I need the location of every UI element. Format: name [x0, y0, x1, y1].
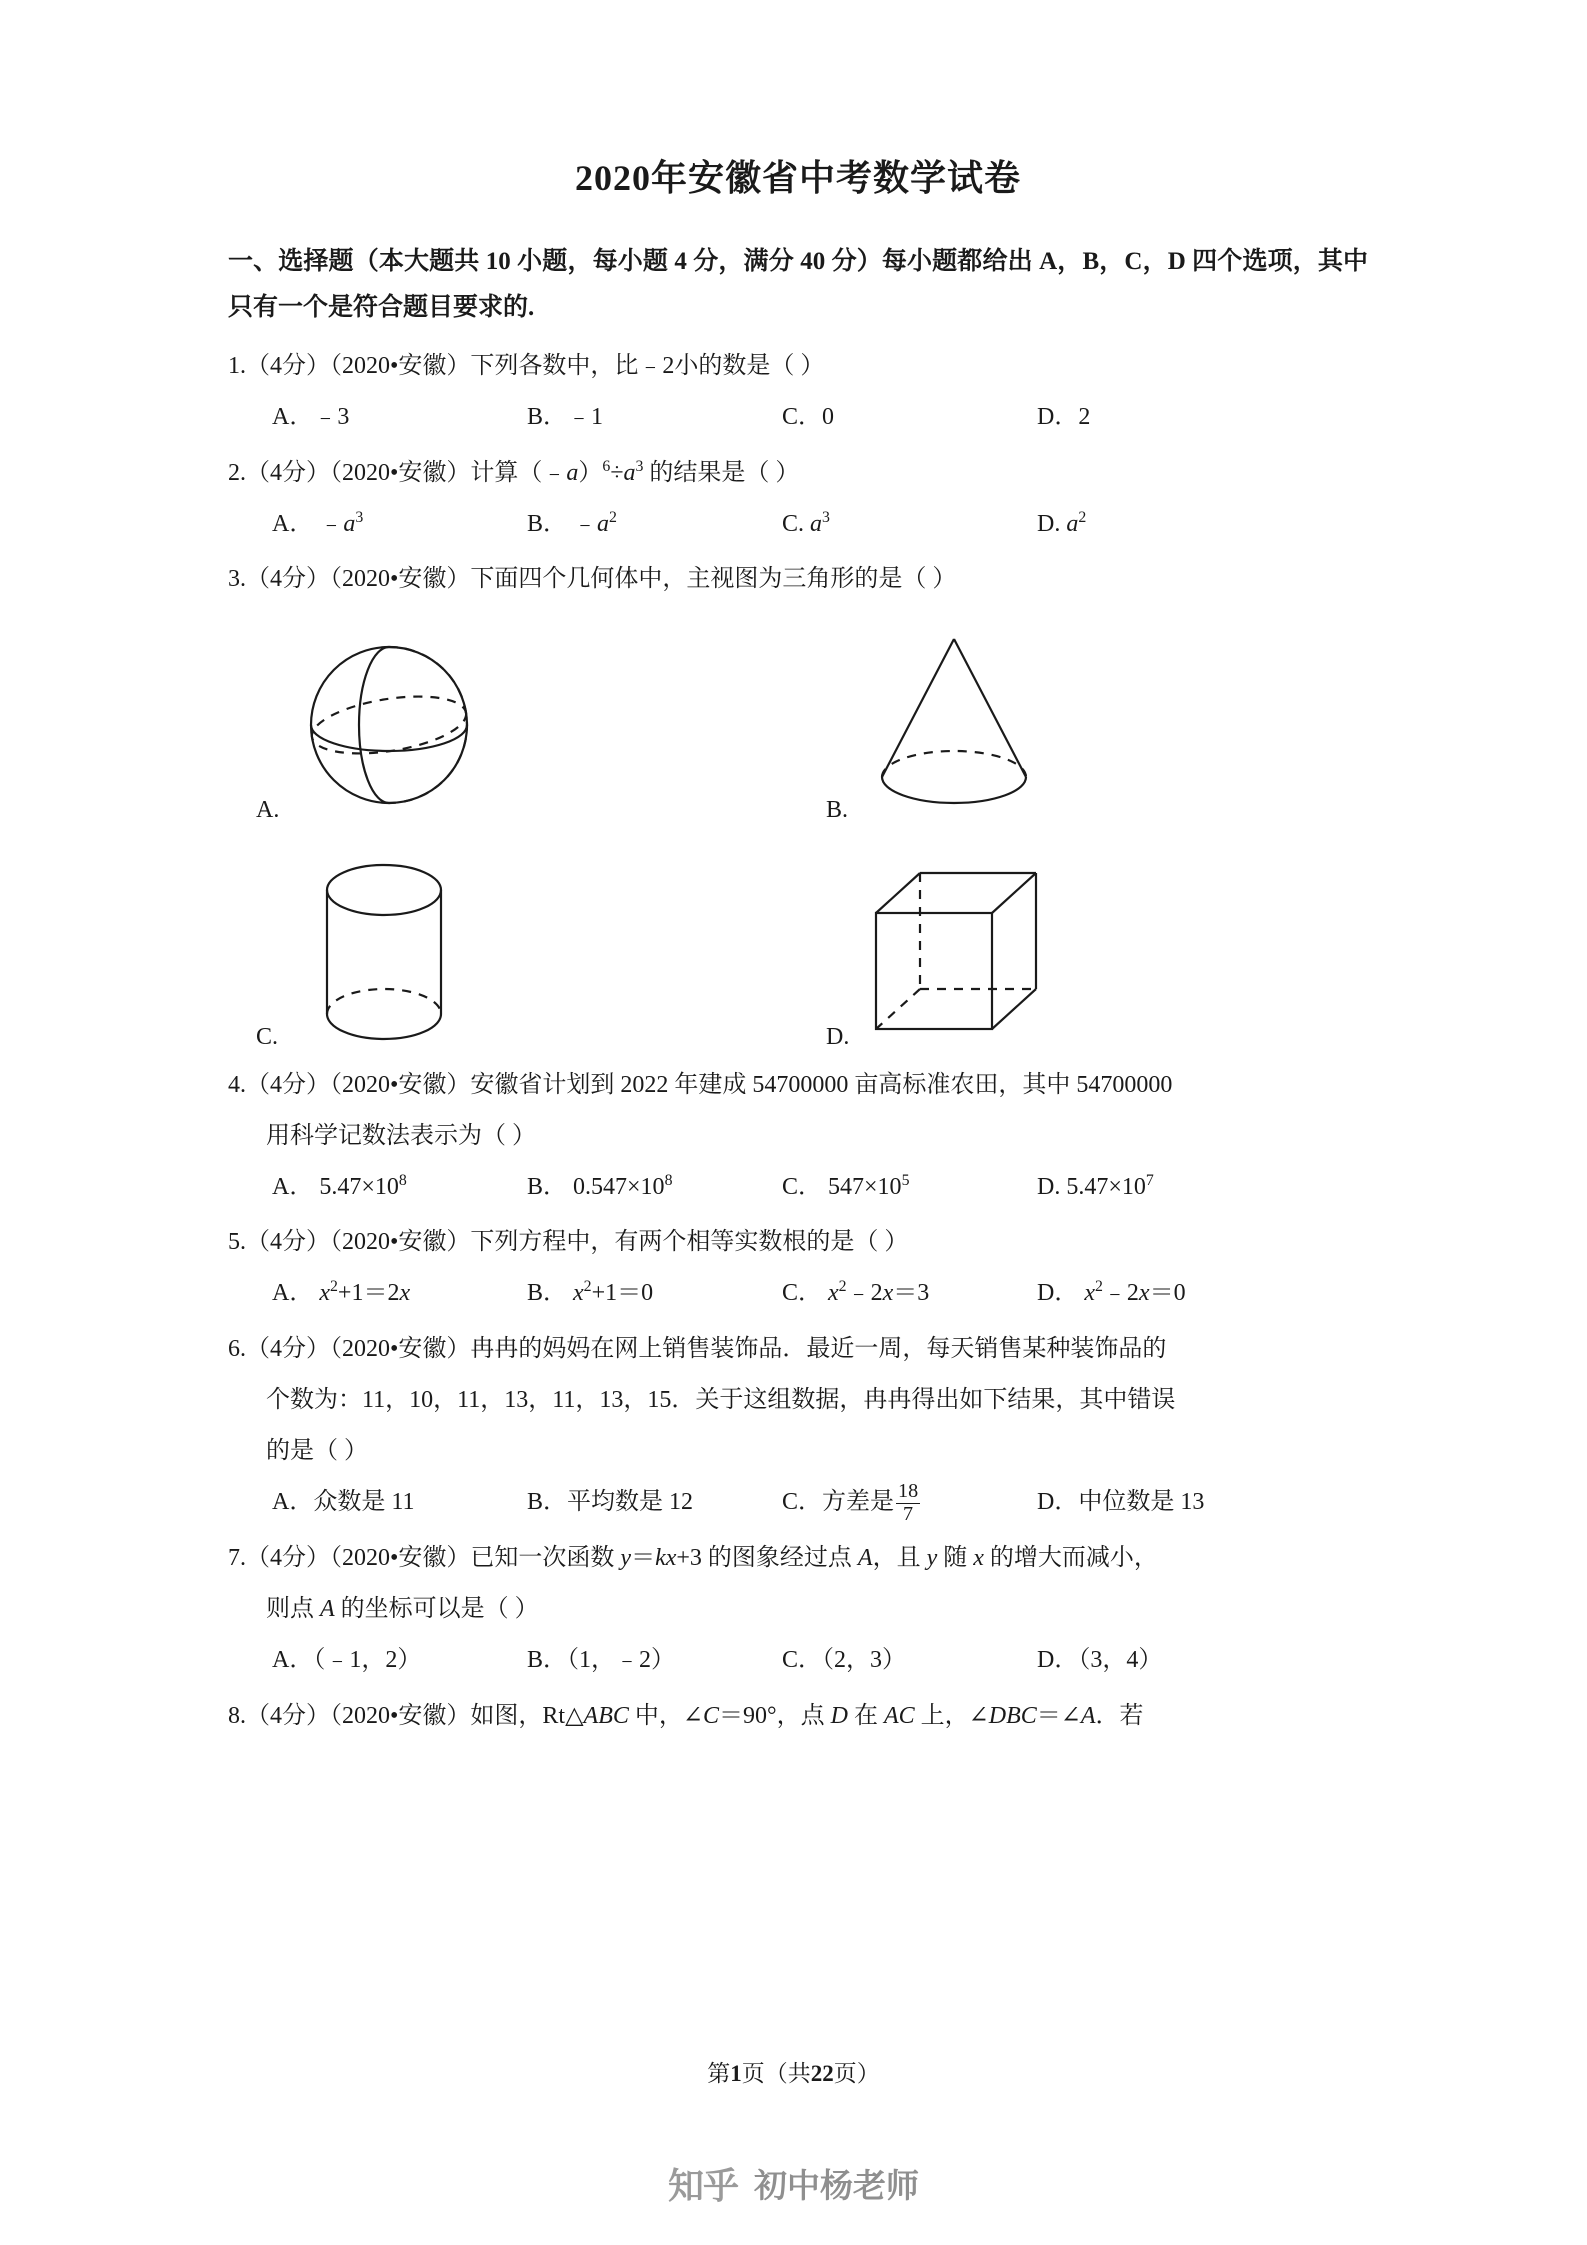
stem-part: 如图，Rt△ [470, 1702, 584, 1729]
option-text: 2 [1078, 404, 1091, 431]
variable-a: a [623, 459, 636, 486]
option-label: B． [527, 510, 568, 537]
question-4-options [228, 1165, 1368, 1211]
variable-a: a [810, 510, 823, 537]
option-c[interactable] [782, 502, 1037, 548]
option-mantissa: 0.547 [573, 1173, 628, 1200]
segment-ac: AC [883, 1702, 915, 1729]
option-c[interactable]: C． $x^2﹣2x=3$ [782, 1278, 930, 1307]
equals-sign: ＝ [631, 1544, 656, 1571]
option-label: A． [272, 510, 314, 537]
question-number: 5. [228, 1229, 246, 1256]
zhihu-logo-icon: 知乎 [667, 2165, 738, 2206]
option-d[interactable] [1037, 1480, 1277, 1526]
question-3 [228, 557, 1368, 602]
option-text: 中位数是 13 [1078, 1489, 1205, 1516]
exponent: 6 [602, 457, 611, 475]
option-label: D. [1037, 510, 1061, 537]
vertex-c: C [702, 1702, 719, 1729]
question-number: 3. [228, 566, 246, 593]
option-label: D. [1037, 1173, 1061, 1200]
question-stem: 下列方程中，有两个相等实数根的是（ ） [470, 1229, 909, 1256]
point-d: D [830, 1702, 848, 1729]
question-5 [228, 1220, 1368, 1265]
option-times: ×10 [864, 1173, 902, 1200]
option-expr: x [828, 1280, 839, 1307]
exponent: 8 [664, 1171, 673, 1189]
option-times: ×10 [627, 1173, 665, 1200]
option-text: 平均数是 12 [567, 1489, 694, 1516]
exponent: 3 [635, 457, 644, 475]
page-footer [0, 2055, 1587, 2088]
stem-part: +3 的图象经过点 [676, 1544, 858, 1571]
option-sign: ﹣ [573, 510, 598, 537]
stem-part: ） [578, 459, 603, 486]
variable-a: a [1066, 510, 1079, 537]
option-label: B． [527, 1489, 568, 1516]
divide-sign: ÷ [610, 459, 624, 486]
option-label: D． [1037, 1280, 1079, 1307]
fraction-numerator: 18 [898, 1480, 919, 1503]
stem-part: 中，∠ [628, 1702, 703, 1729]
question-7 [228, 1536, 1368, 1581]
option-expr: x [1084, 1280, 1095, 1307]
option-label: C． [782, 1280, 823, 1307]
point-a: A [320, 1596, 335, 1623]
option-times: ×10 [1108, 1173, 1146, 1200]
angle-dbc: DBC [988, 1702, 1037, 1729]
option-text: ﹣1 [567, 404, 604, 431]
option-text: （3，4） [1078, 1647, 1163, 1674]
question-7-line2 [228, 1587, 1368, 1632]
cone-icon [854, 625, 1054, 830]
option-a[interactable] [272, 395, 527, 441]
option-b[interactable] [527, 502, 782, 548]
question-number: 4. [228, 1071, 246, 1098]
stem-part: 计算（﹣ [470, 459, 567, 486]
option-label: C． [782, 1173, 823, 1200]
exponent: 5 [901, 1171, 910, 1189]
option-sign: ﹣ [319, 510, 344, 537]
option-b[interactable] [527, 395, 782, 441]
option-text: 众数是 11 [313, 1489, 415, 1516]
option-c[interactable] [782, 395, 1037, 441]
option-label: C. [782, 510, 805, 537]
fraction-denominator: 7 [896, 1503, 920, 1526]
question-1 [228, 344, 1368, 389]
question-2-options [228, 502, 1368, 548]
option-label: D. [826, 1023, 850, 1050]
option-d[interactable] [1037, 502, 1277, 548]
option-label: A． [272, 1280, 314, 1307]
question-source: （2020•安徽） [330, 1336, 471, 1363]
option-d[interactable] [1037, 1165, 1277, 1211]
variable-y: y [620, 1544, 632, 1571]
question-score: （4分） [246, 459, 330, 486]
question-7-options [228, 1638, 1368, 1684]
question-source: （2020•安徽） [330, 566, 471, 593]
question-source: （2020•安徽） [330, 459, 471, 486]
exponent: 2 [1078, 508, 1087, 526]
question-6-line2: 个数为：11，10，11，13，11，13，15．关于这组数据，冉冉得出如下结果，其中错误 [266, 1387, 1176, 1414]
question-6-options [228, 1480, 1368, 1526]
question-number: 1. [228, 353, 246, 379]
option-a[interactable] [272, 502, 527, 548]
option-label: C． [782, 1489, 823, 1516]
stem-part: 则点 [266, 1596, 320, 1623]
cube-icon [854, 857, 1054, 1057]
question-3-shapes-row-1 [228, 615, 1368, 830]
question-2 [228, 451, 1368, 496]
exponent: 3 [355, 508, 364, 526]
stem-part: ＝90°，点 [719, 1702, 831, 1729]
question-5-options [228, 1271, 1368, 1317]
question-score: （4分） [246, 566, 330, 593]
option-expr: x [573, 1280, 584, 1307]
stem-part: 已知一次函数 [470, 1544, 621, 1571]
stem-part: ，且 [872, 1544, 927, 1571]
point-a: A [857, 1544, 873, 1571]
question-number: 2. [228, 459, 246, 486]
option-c[interactable] [782, 1165, 1037, 1211]
option-label: A. [256, 796, 280, 823]
stem-part: 上，∠ [914, 1702, 989, 1729]
exponent: 2 [609, 508, 617, 526]
option-label: C． [782, 404, 823, 431]
stem-part: ．若 [1095, 1702, 1144, 1729]
shape-option-d[interactable] [798, 842, 1368, 1057]
option-mantissa: 5.47 [1066, 1173, 1109, 1200]
option-label: B． [527, 1647, 568, 1674]
footer-total-pages: 22 [810, 2061, 834, 2086]
question-score: （4分） [246, 353, 330, 379]
option-a[interactable] [272, 1480, 527, 1526]
shape-option-b[interactable] [798, 615, 1368, 830]
option-text: ﹣3 [313, 404, 350, 431]
question-score: （4分） [246, 1544, 330, 1571]
option-mantissa: 547 [828, 1173, 865, 1200]
option-text: 0 [822, 404, 835, 431]
shape-option-a[interactable] [228, 615, 798, 830]
question-source: （2020•安徽） [330, 1544, 471, 1571]
option-label: D． [1037, 404, 1079, 431]
variable-a: a [343, 510, 356, 537]
page-content [228, 150, 1368, 1745]
question-8 [228, 1694, 1368, 1739]
question-6-line3: 的是（ ） [266, 1438, 368, 1465]
question-number: 8. [228, 1702, 246, 1729]
variable-k: k [655, 1544, 666, 1571]
question-4-line2: 用科学记数法表示为（ ） [266, 1122, 536, 1149]
stem-part: 的坐标可以是（ ） [334, 1596, 539, 1623]
option-b[interactable] [527, 1165, 782, 1211]
option-b[interactable] [527, 1480, 782, 1526]
variable-a: a [566, 459, 579, 486]
option-b[interactable]: B． $x^2+1=0$ [527, 1278, 654, 1307]
option-label: B. [826, 796, 849, 823]
option-expr: x [319, 1280, 330, 1307]
footer-suffix: 页） [833, 2061, 880, 2086]
question-source: （2020•安徽） [330, 1071, 471, 1098]
shape-option-c[interactable] [228, 842, 798, 1057]
stem-part: 的结果是（ ） [643, 459, 800, 486]
stem-part: ＝∠ [1036, 1702, 1081, 1729]
question-4 [228, 1063, 1368, 1108]
question-source: （2020•安徽） [330, 1702, 471, 1729]
option-label: B． [527, 1280, 568, 1307]
question-score: （4分） [246, 1702, 330, 1729]
exponent: 3 [822, 508, 830, 526]
question-stem: 下列各数中，比﹣2小的数是（ ） [470, 353, 825, 379]
option-b[interactable] [527, 1638, 782, 1684]
question-score: （4分） [246, 1336, 330, 1363]
option-label: C． [782, 1647, 823, 1674]
triangle-abc: ABC [583, 1702, 629, 1729]
question-score: （4分） [246, 1071, 330, 1098]
option-d[interactable] [1037, 1638, 1277, 1684]
sphere-icon [284, 625, 494, 830]
question-number: 6. [228, 1336, 246, 1363]
option-a[interactable] [272, 1638, 527, 1684]
question-source: （2020•安徽） [330, 1229, 471, 1256]
exponent: 7 [1145, 1171, 1154, 1189]
question-6 [228, 1327, 1368, 1372]
question-stem-line1: 冉冉的妈妈在网上销售装饰品．最近一周，每天销售某种装饰品的 [470, 1336, 1167, 1363]
option-text: （2，3） [822, 1647, 907, 1674]
angle-a: A [1080, 1702, 1096, 1729]
footer-prefix: 第 [707, 2061, 731, 2086]
option-label: A． [272, 1647, 314, 1674]
section-heading: 一、选择题（本大题共 10 小题，每小题 4 分，满分 40 分）每小题都给出 A，B，C，D 四个选项，其中只有一个是符合题目要求的. [228, 248, 1368, 321]
exponent: 8 [398, 1171, 407, 1189]
option-text: （﹣1，2） [313, 1647, 422, 1674]
variable-x: x [665, 1544, 677, 1571]
stem-part: 在 [847, 1702, 884, 1729]
option-label: B． [527, 404, 568, 431]
option-c[interactable] [782, 1638, 1037, 1684]
watermark-author: 初中杨老师 [754, 2167, 919, 2204]
option-d[interactable]: D． $x^2﹣2x=0$ [1037, 1278, 1186, 1307]
page-title: 2020年安徽省中考数学试卷 [574, 158, 1021, 198]
option-label: D． [1037, 1647, 1079, 1674]
stem-part: 随 [937, 1544, 974, 1571]
variance-fraction [896, 1481, 920, 1526]
variable-x: x [973, 1544, 984, 1571]
question-stem-line1: 安徽省计划到 2022 年建成 54700000 亩高标准农田，其中 54700000 [470, 1071, 1173, 1098]
option-mantissa: 5.47 [319, 1173, 362, 1200]
option-a[interactable]: A． $x^2+1=2x$ [272, 1278, 411, 1307]
option-text: （1，﹣2） [567, 1647, 676, 1674]
question-1-options [228, 395, 1368, 441]
question-source: （2020•安徽） [330, 353, 471, 379]
variable-y: y [926, 1544, 938, 1571]
footer-page-number: 1 [730, 2061, 742, 2086]
option-c[interactable] [782, 1480, 1037, 1526]
question-3-shapes-row-2 [228, 842, 1368, 1057]
watermark [0, 2158, 1587, 2209]
option-times: ×10 [361, 1173, 399, 1200]
option-label: D． [1037, 1489, 1079, 1516]
option-label: A． [272, 404, 314, 431]
option-d[interactable] [1037, 395, 1277, 441]
question-number: 7. [228, 1544, 246, 1571]
cylinder-icon [284, 852, 484, 1057]
option-label: B． [527, 1173, 568, 1200]
question-stem: 下面四个几何体中，主视图为三角形的是（ ） [470, 566, 957, 593]
option-text: 方差是 [822, 1489, 895, 1516]
stem-part: 的增大而减小， [983, 1544, 1158, 1571]
option-label: A． [272, 1173, 314, 1200]
option-a[interactable] [272, 1165, 527, 1211]
footer-middle: 页（共 [741, 2061, 811, 2086]
variable-a: a [597, 510, 610, 537]
question-score: （4分） [246, 1229, 330, 1256]
option-label: A． [272, 1489, 314, 1516]
option-label: C. [256, 1023, 279, 1050]
